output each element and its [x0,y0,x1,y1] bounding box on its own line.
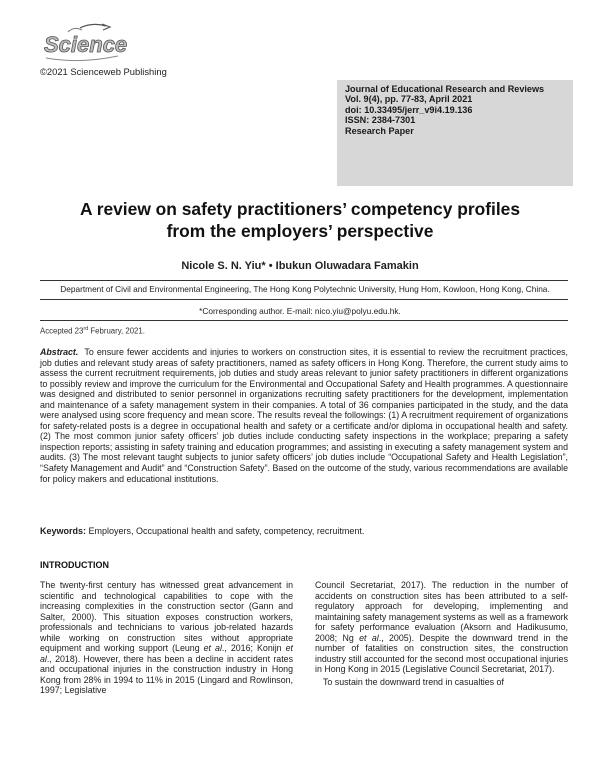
journal-issn: ISSN: 2384-7301 [345,115,416,126]
accepted-suffix: February, 2021. [88,326,145,336]
copyright-notice: ©2021 Scienceweb Publishing [40,66,167,77]
abstract-text: To ensure fewer accidents and injuries to workers on construction sites, it is essential to review the recruitment practices, job duties and relevant study areas of safety practitioners, named as safety officers in Hong Kong. Therefore, the current study aims to assess the current recruitment requirements, job duties and study areas relevant to junior safety practitioners in different organizations to possibly review and improve the curriculum for the Environmental and Occupational Safety and Health programmes. A questionnaire was designed and distributed to senior personnel in organizations recruiting safety practitioners for the development, implementation and maintenance of a safety management system in their companies. A total of 36 companies participated in the study, and the data were analysed using score frequency and mean score. The results reveal the followings: (1) A recruitment requirement of organizations for safety-related posts is a degree in occupational health and safety or a certificate and/or diploma in occupational health and safety. (2) The most common junior safety officers’ job duties include conducting safety inspections in the workplace; preparing a safety inspection reports; assisting in safety training and education programmes; and assisting in executing a safety management system and audits. (3) The most relevant taught subjects to junior safety officers’ job duties include “Occupational Safety and Health Legislation”, “Safety Management and Audit” and “Construction Safety”. Based on the outcome of the study, various recommendations are available for policy makers and educational institutions. [40,347,568,484]
section-heading-introduction: INTRODUCTION [40,560,109,570]
corresponding-author: *Corresponding author. E-mail: nico.yiu@polyu.edu.hk. [199,306,401,316]
journal-info-box [337,80,573,186]
body-column-right [315,580,568,689]
divider [40,299,568,300]
accepted-ordinal: rd [83,326,89,332]
keywords-text: Employers, Occupational health and safety, competency, recruitment. [88,526,365,536]
paragraph: The twenty-first century has witnessed great advancement in scientific and technological capabilities to cope with the increasing complexities in the construction sector (Gann and Salter, 2000). This situation exposes construction workers, professionals and technicians to various job-related hazards while working on construction sites without appropriate equipment and working support (Leung et al., 2016; Konijn et al., 2018). However, there has been a decline in accident rates and occupational injuries in the construction industry in Hong Kong from 28% in 1994 to 11% in 2015 (Lingard and Rowlinson, 1997; Legislative [40,580,293,696]
accepted-prefix: Accepted 23 [40,326,84,336]
paper-title [30,198,570,242]
paper-authors: Nicole S. N. Yiu* • Ibukun Oluwadara Famakin [181,260,419,272]
author-affiliation: Department of Civil and Environmental Engineering, The Hong Kong Polytechnic University, Hung Hom, Kowloon, Hong Kong, China. [60,284,550,294]
journal-doi: doi: 10.33495/jerr_v9i4.19.136 [345,104,473,115]
paper-title-line-1: A review on safety practitioners’ competency profiles [79,199,521,219]
logo-text: Science [44,32,128,57]
keywords-label: Keywords: [40,526,87,536]
abstract-label: Abstract. [40,347,79,357]
journal-name: Journal of Educational Research and Reviews [345,84,545,94]
paragraph: Council Secretariat, 2017). The reduction in the number of accidents on construction sites has been attributed to a self-regulatory approach for developing, implementing and maintaining safety management systems as well as a framework for safety performance evaluation (Aksorn and Hadikusumo, 2008; Ng et al., 2005). Despite the downward trend in the number of fatalities on construction sites, the construction industry still accounted for the second most occupational injuries in Hong Kong in 2015 (Legislative Council Secretariat, 2017). [315,580,569,675]
paragraph: To sustain the downward trend in casualties of [323,676,504,687]
divider [40,320,568,321]
paper-title-line-2: from the employers’ perspective [166,221,434,241]
journal-volume: Vol. 9(4), pp. 77-83, April 2021 [345,94,473,105]
accepted-date [40,326,145,336]
divider [40,280,568,281]
body-column-left [40,580,293,698]
article-type: Research Paper [345,125,414,136]
keywords [40,526,568,536]
logo-graphic [40,22,140,66]
scienceweb-logo [40,22,140,66]
abstract [40,347,568,484]
